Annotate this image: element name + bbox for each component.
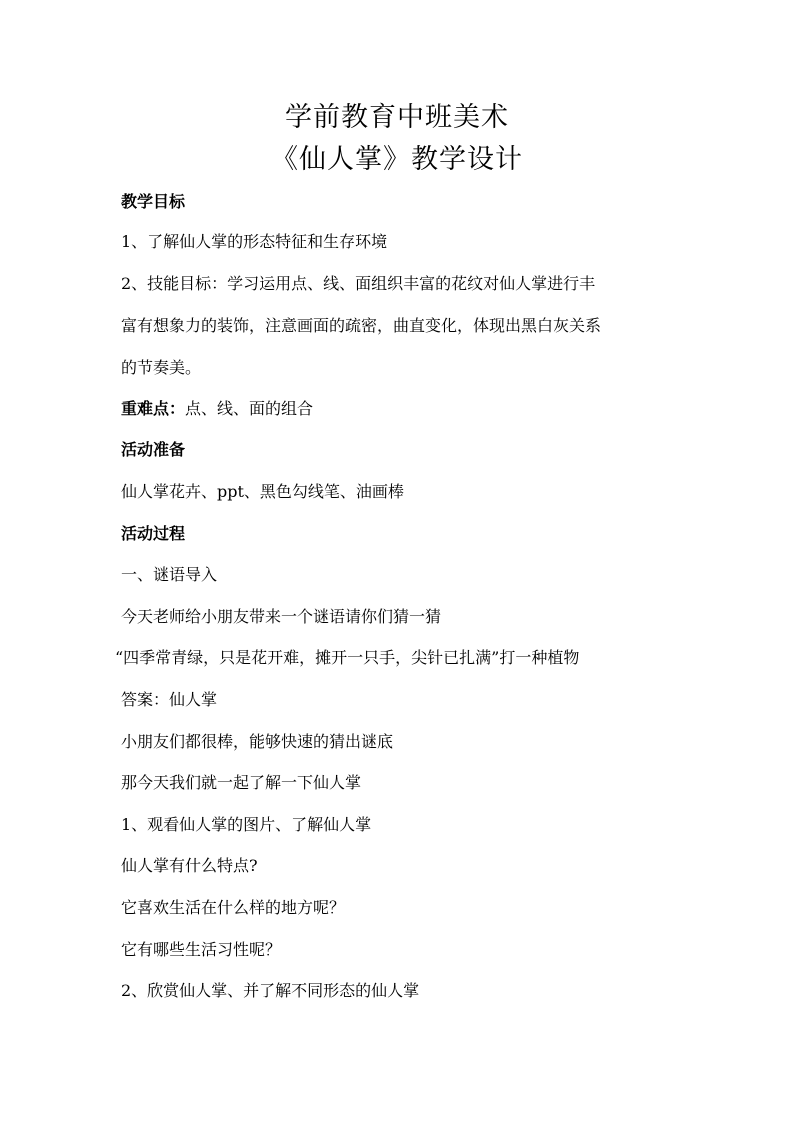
sub-step-2: 2、欣赏仙人掌、并了解不同形态的仙人掌	[121, 981, 420, 1000]
question-2: 它喜欢生活在什么样的地方呢？	[121, 898, 346, 917]
key-difficulty-text: 点、线、面的组合	[185, 399, 314, 418]
riddle-answer: 答案：仙人掌	[121, 690, 218, 709]
question-1: 仙人掌有什么特点?	[121, 856, 258, 875]
prep-heading: 活动准备	[121, 440, 186, 459]
key-difficulty-label: 重难点：	[121, 399, 186, 418]
goal-2-line-2: 富有想象力的装饰，注意画面的疏密，曲直变化，体现出黑白灰关系	[121, 316, 602, 335]
praise-text: 小朋友们都很棒，能够快速的猜出谜底	[121, 732, 394, 751]
transition-text: 那今天我们就一起了解一下仙人掌	[121, 773, 362, 792]
goal-1: 1、了解仙人掌的形态特征和生存环境	[121, 232, 388, 251]
goal-2-line-1: 2、技能目标：学习运用点、线、面组织丰富的花纹对仙人掌进行丰	[121, 274, 596, 293]
process-heading: 活动过程	[121, 524, 186, 543]
sub-step-1: 1、观看仙人掌的图片、了解仙人掌	[121, 815, 372, 834]
goal-2-line-3: 的节奏美。	[121, 358, 202, 377]
question-3: 它有哪些生活习性呢？	[121, 940, 282, 959]
goals-heading: 教学目标	[121, 192, 186, 211]
document-title-line-1: 学前教育中班美术	[285, 102, 509, 133]
key-difficulty-line	[121, 399, 313, 419]
prep-text: 仙人掌花卉、ppt、黑色勾线笔、油画棒	[121, 482, 404, 501]
riddle-text: “四季常青绿，只是花开难，摊开一只手，尖针已扎满”打一种植物	[115, 648, 580, 667]
step-1-heading: 一、谜语导入	[121, 565, 218, 584]
document-title-line-2: 《仙人掌》教学设计	[271, 144, 523, 175]
riddle-intro: 今天老师给小朋友带来一个谜语请你们猜一猜	[121, 607, 442, 626]
